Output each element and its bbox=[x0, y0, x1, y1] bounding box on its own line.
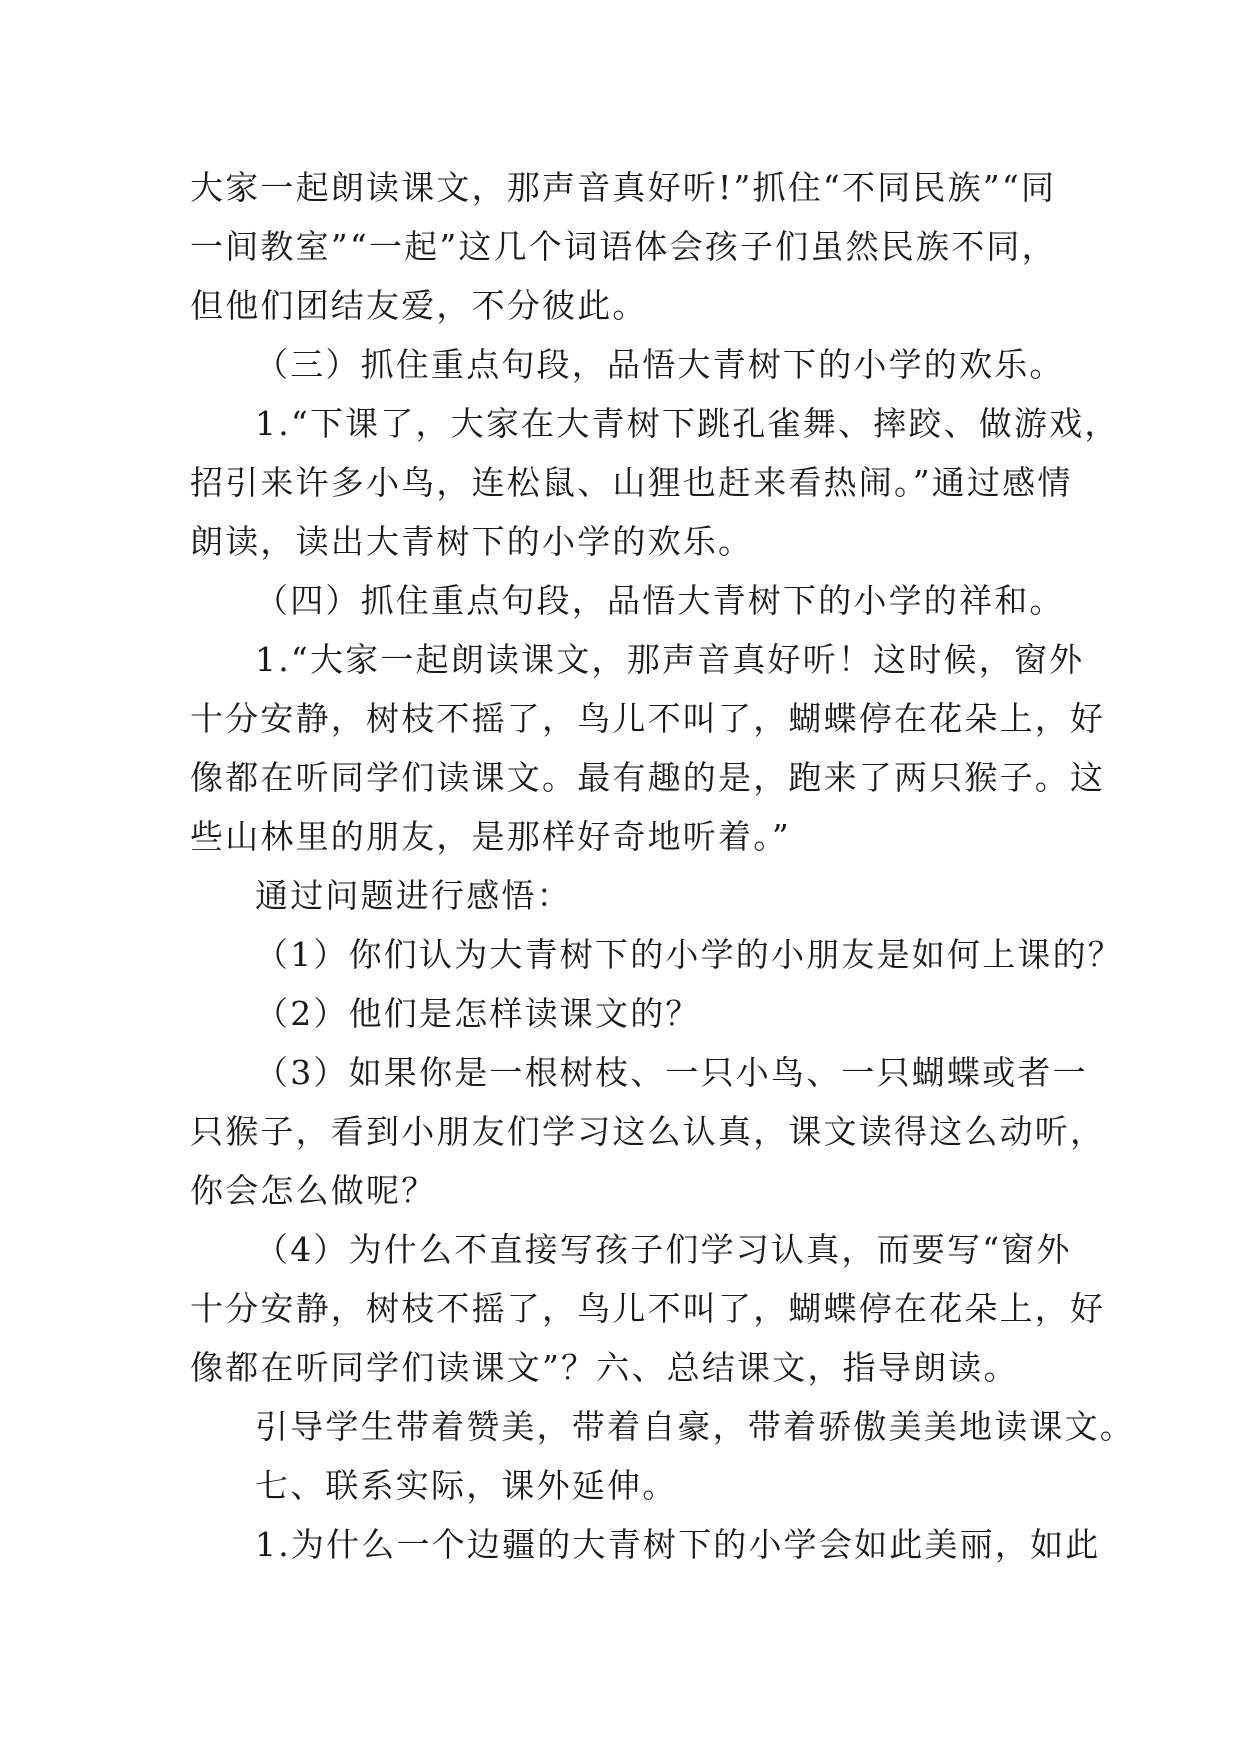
text-line-4: （三）抓住重点句段，品悟大青树下的小学的欢乐。 bbox=[255, 345, 1065, 384]
text-line-7: 朗读，读出大青树下的小学的欢乐。 bbox=[190, 522, 754, 561]
text-line-18: 你会怎么做呢？ bbox=[190, 1171, 437, 1210]
text-line-24: 1.为什么一个边疆的大青树下的小学会如此美丽，如此 bbox=[255, 1525, 1101, 1564]
text-line-13: 通过问题进行感悟： bbox=[255, 876, 572, 915]
text-line-20: 十分安静，树枝不摇了，鸟儿不叫了，蝴蝶停在花朵上，好 bbox=[190, 1289, 1106, 1328]
text-line-22: 引导学生带着赞美，带着自豪，带着骄傲美美地读课文。 bbox=[255, 1407, 1135, 1446]
text-line-1: 大家一起朗读课文，那声音真好听!”抓住“不同民族”“同 bbox=[190, 168, 1057, 207]
text-line-8: （四）抓住重点句段，品悟大青树下的小学的祥和。 bbox=[255, 581, 1065, 620]
text-line-6: 招引来许多小鸟，连松鼠、山狸也赶来看热闹。”通过感情 bbox=[190, 463, 1073, 502]
text-line-5: 1.“下课了，大家在大青树下跳孔雀舞、摔跤、做游戏， bbox=[255, 404, 1120, 443]
text-line-17: 只猴子，看到小朋友们学习这么认真，课文读得这么动听， bbox=[190, 1112, 1106, 1151]
text-line-9: 1.“大家一起朗读课文，那声音真好听！这时候，窗外 bbox=[255, 640, 1085, 679]
text-line-3: 但他们团结友爱，不分彼此。 bbox=[190, 286, 648, 325]
text-line-10: 十分安静，树枝不摇了，鸟儿不叫了，蝴蝶停在花朵上，好 bbox=[190, 699, 1106, 738]
text-line-16: （3）如果你是一根树枝、一只小鸟、一只蝴蝶或者一 bbox=[255, 1053, 1088, 1092]
text-line-14: （1）你们认为大青树下的小学的小朋友是如何上课的？ bbox=[255, 935, 1123, 974]
text-line-2: 一间教室”“一起”这几个词语体会孩子们虽然民族不同， bbox=[190, 227, 1057, 266]
text-line-11: 像都在听同学们读课文。最有趣的是，跑来了两只猴子。这 bbox=[190, 758, 1106, 797]
text-line-12: 些山林里的朋友，是那样好奇地听着。” bbox=[190, 817, 791, 856]
text-line-21: 像都在听同学们读课文”？六、总结课文，指导朗读。 bbox=[190, 1348, 1019, 1387]
text-line-23: 七、联系实际，课外延伸。 bbox=[255, 1466, 678, 1505]
text-line-19: （4）为什么不直接写孩子们学习认真，而要写“窗外 bbox=[255, 1230, 1072, 1269]
text-line-15: （2）他们是怎样读课文的？ bbox=[255, 994, 701, 1033]
